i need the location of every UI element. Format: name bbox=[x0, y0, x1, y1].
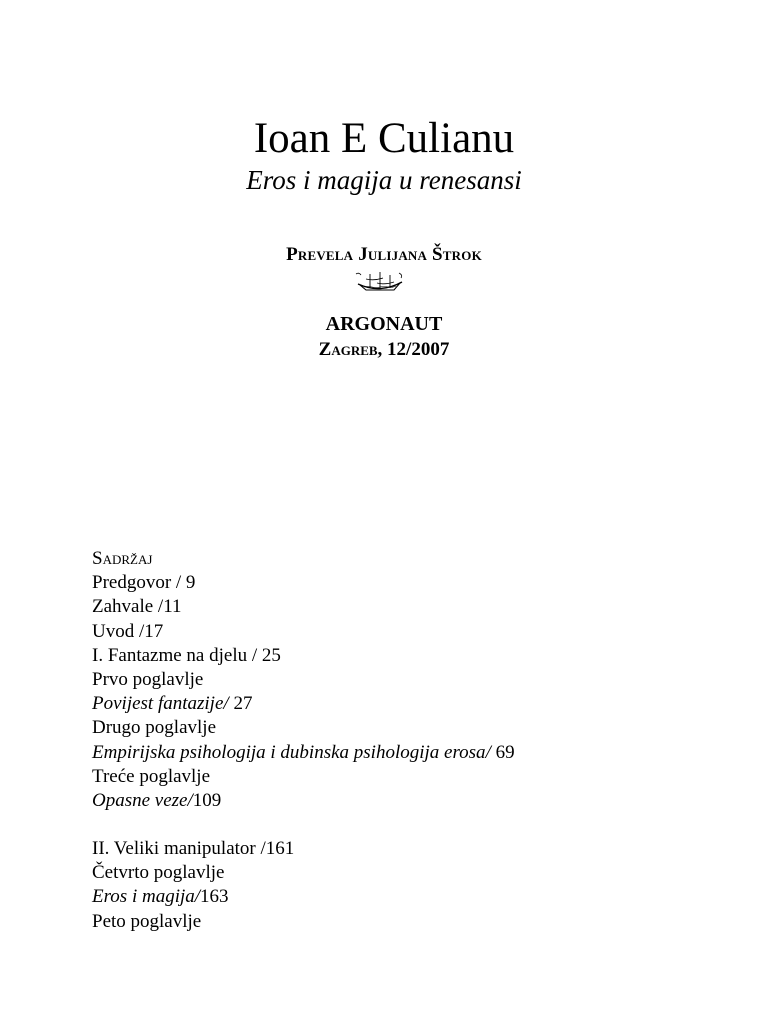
toc-chapter-label: Peto poglavlje bbox=[92, 910, 202, 932]
publication-place-date: Zagreb, 12/2007 bbox=[318, 339, 450, 360]
toc-entry: Predgovor / 9 bbox=[92, 572, 196, 594]
toc-chapter-label: Treće poglavlje bbox=[92, 765, 211, 787]
page-number: 27 bbox=[228, 693, 253, 715]
page-separator: / bbox=[194, 886, 201, 908]
toc-chapter-entry bbox=[92, 741, 732, 765]
publisher-name: ARGONAUT bbox=[325, 313, 443, 335]
page-separator: / bbox=[485, 741, 491, 763]
page-separator: / bbox=[187, 789, 193, 811]
table-of-contents bbox=[92, 547, 732, 934]
toc-entry: Zahvale /11 bbox=[92, 596, 182, 618]
toc-chapter-label: Drugo poglavlje bbox=[92, 717, 217, 739]
toc-chapter-entry bbox=[92, 885, 732, 909]
toc-chapter-label: Četvrto poglavlje bbox=[92, 862, 225, 884]
chapter-title: Povijest fantazije bbox=[92, 693, 224, 715]
chapter-title: Opasne veze bbox=[92, 789, 188, 811]
toc-spacer bbox=[92, 813, 732, 837]
chapter-title: Eros i magija bbox=[92, 886, 195, 908]
book-author: Ioan E Culianu bbox=[253, 115, 515, 162]
publisher-ship-logo bbox=[354, 270, 406, 296]
toc-heading: Sadržaj bbox=[92, 548, 153, 569]
page-number: 109 bbox=[192, 789, 222, 811]
toc-entry: Uvod /17 bbox=[92, 620, 164, 642]
toc-chapter-entry bbox=[92, 789, 732, 813]
page-number: 163 bbox=[200, 886, 229, 908]
page-number: 69 bbox=[490, 741, 515, 763]
page-separator: / bbox=[223, 693, 229, 715]
chapter-title: Empirijska psihologija i dubinska psihologija erosa bbox=[92, 741, 486, 763]
translator-credit: Prevela Julijana Štrok bbox=[286, 244, 482, 265]
toc-entry: II. Veliki manipulator /161 bbox=[92, 838, 295, 860]
book-title: Eros i magija u renesansi bbox=[246, 165, 522, 195]
toc-chapter-label: Prvo poglavlje bbox=[92, 668, 204, 690]
toc-entry: I. Fantazme na djelu / 25 bbox=[92, 644, 281, 666]
toc-chapter-entry bbox=[92, 692, 732, 716]
